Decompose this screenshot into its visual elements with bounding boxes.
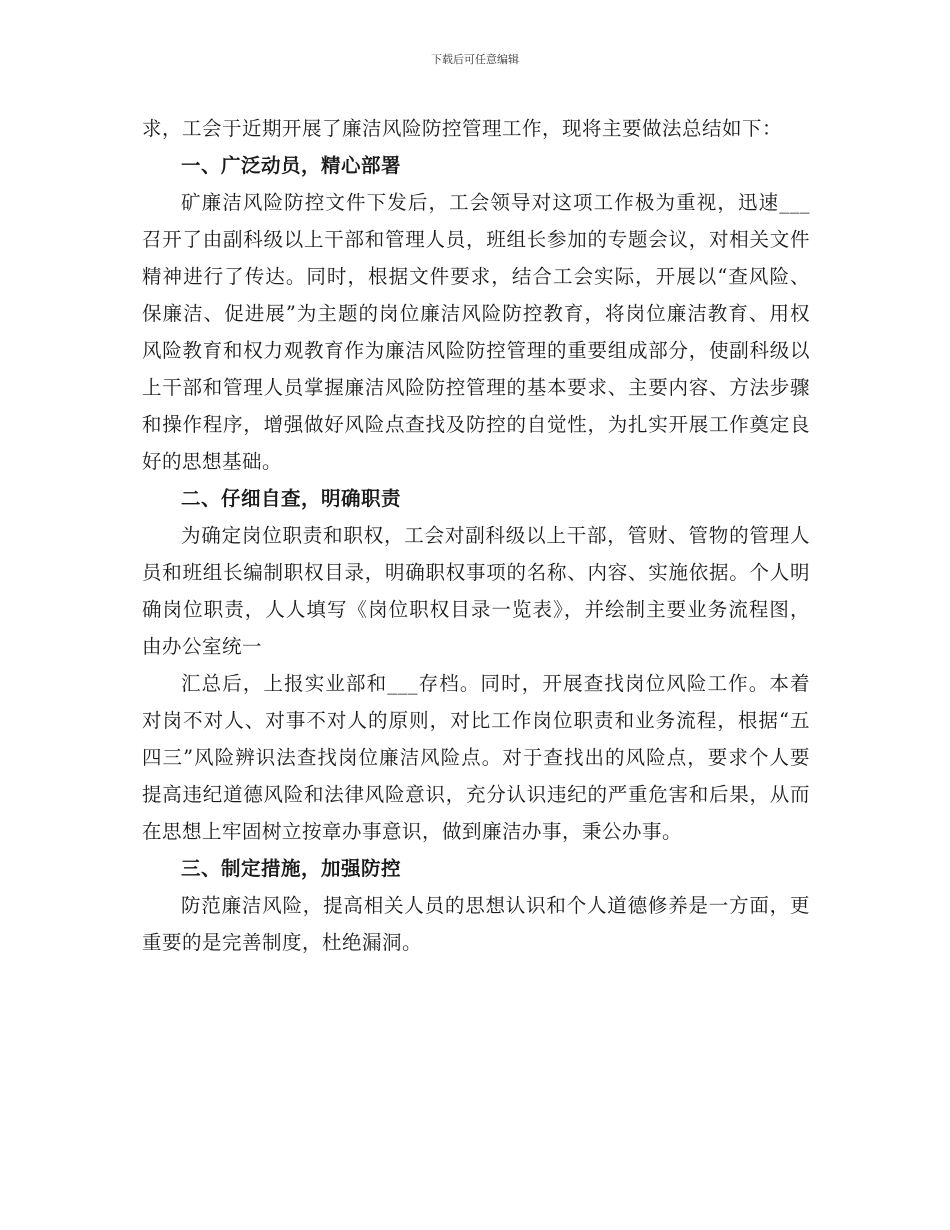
document-body [142, 110, 810, 961]
section-heading-2: 二、仔细自查，明确职责 [181, 487, 402, 510]
paragraph-section-1: 矿廉洁风险防控文件下发后，工会领导对这项工作极为重视，迅速___召开了由副科级以上干部和管理人员，班组长参加的专题会议，对相关文件精神进行了传达。同时，根据文件要求，结合工会实际，开展以“查风险、保廉洁、促进展”为主题的岗位廉洁风险防控教育，将岗位廉洁教育、用权风险教育和权力观教育作为廉洁风险防控管理的重要组成部分，使副科级以上干部和管理人员掌握廉洁风险防控管理的基本要求、主要内容、方法步骤和操作程序，增强做好风险点查找及防控的自觉性，为扎实开展工作奠定良好的思想基础。 [142, 191, 810, 473]
paragraph-intro: 求，工会于近期开展了廉洁风险防控管理工作，现将主要做法总结如下： [142, 117, 783, 140]
paragraph-section-2b: 汇总后，上报实业部和___存档。同时，开展查找岗位风险工作。本着对岗不对人、对事不对人的原则，对比工作岗位职责和业务流程，根据“五四三”风险辨识法查找岗位廉洁风险点。对于查找出的风险点，要求个人要提高违纪道德风险和法律风险意识，充分认识违纪的严重危害和后果，从而在思想上牢固树立按章办事意识，做到廉洁办事，秉公办事。 [142, 672, 810, 843]
paragraph-section-2a: 为确定岗位职责和职权，工会对副科级以上干部，管财、管物的管理人员和班组长编制职权目录，明确职权事项的名称、内容、实施依据。个人明确岗位职责，人人填写《岗位职权目录一览表》，并绘制主要业务流程图，由办公室统一 [142, 524, 810, 658]
page-header-note: 下载后可任意编辑 [431, 53, 519, 66]
section-heading-1: 一、广泛动员，精心部署 [181, 154, 402, 177]
section-heading-3: 三、制定措施，加强防控 [181, 857, 402, 880]
paragraph-section-3: 防范廉洁风险，提高相关人员的思想认识和个人道德修养是一方面，更重要的是完善制度，杜绝漏洞。 [142, 894, 810, 954]
